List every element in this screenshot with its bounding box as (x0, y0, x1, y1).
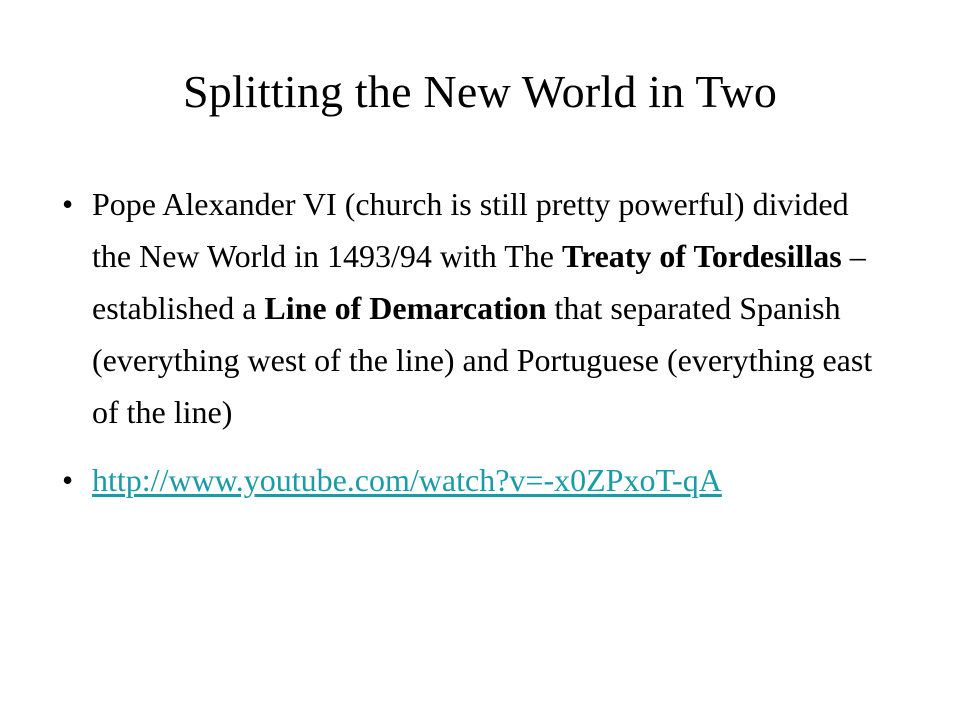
bullet-text-part-5: that separated Spanish (everything west of the line) and Portuguese (everything east of the line) (92, 290, 873, 430)
youtube-link[interactable]: http://www.youtube.com/watch?v=-x0ZPxoT-qA (92, 462, 722, 498)
treaty-of-tordesillas-term: Treaty of Tordesillas (561, 238, 842, 274)
bullet-video-link (62, 454, 882, 506)
slide-title: Splitting the New World in Two (182, 66, 778, 117)
line-of-demarcation-term: Line of Demarcation (264, 290, 547, 326)
bullet-treaty (62, 178, 882, 438)
bullet-list (62, 178, 882, 522)
bullet-text-part-3: – established a (92, 238, 866, 326)
bullet-dot: • (62, 186, 74, 222)
bullet-dot: • (62, 462, 74, 498)
bullet-text-part-1: Pope Alexander VI (church is still pretty powerful) divided the New World in 1493/94 with The (92, 186, 849, 274)
